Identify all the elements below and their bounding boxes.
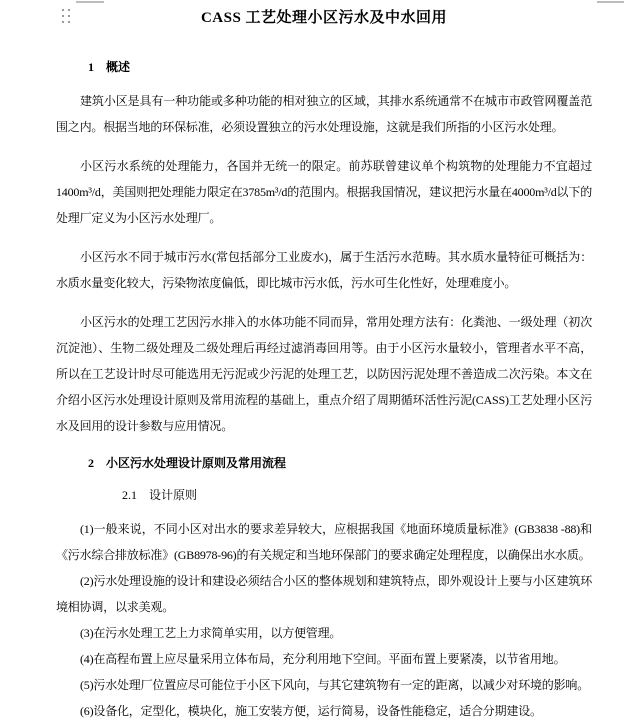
design-principle-item-1: (1)一般来说，不同小区对出水的要求差异较大，应根据我国《地面环境质量标准》(GB3838 -88)和《污水综合排放标准》(GB8978-96)的有关规定和当地环保部门的要求确定处理程度，以确保出水水质。 — [56, 522, 592, 562]
design-principle-item-6: (6)设备化，定型化，模块化，施工安装方便，运行简易，设备性能稳定，适合分期建设。 — [80, 704, 542, 718]
section-2-heading: 2 小区污水处理设计原则及常用流程 — [88, 456, 287, 470]
design-principle-item-3: (3)在污水处理工艺上力求简单实用，以方便管理。 — [80, 626, 342, 640]
section-1-paragraph-2: 小区污水系统的处理能力，各国并无统一的限定。前苏联曾建议单个构筑物的处理能力不宜超过1400m³/d，美国则把处理能力限定在3785m³/d的范围内。根据我国情况，建议把污水量在4000m³/d以下的处理厂定义为小区污水处理厂。 — [56, 159, 592, 225]
design-principle-item-2: (2)污水处理设施的设计和建设必须结合小区的整体规划和建筑特点，即外观设计上要与小区建筑环境相协调，以求美观。 — [56, 574, 592, 614]
subsection-2-1-heading: 2.1 设计原则 — [122, 488, 198, 502]
section-1-heading: 1 概述 — [88, 60, 131, 74]
design-principle-item-4: (4)在高程布置上应尽量采用立体布局，充分利用地下空间。平面布置上要紧凑，以节省用地。 — [80, 652, 566, 666]
section-1-paragraph-4: 小区污水的处理工艺因污水排入的水体功能不同而异，常用处理方法有：化粪池、一级处理（初次沉淀池）、生物二级处理及二级处理后再经过滤消毒回用等。由于小区污水量较小，管理者水平不高，所以在工艺设计时尽可能选用无污泥或少污泥的处理工艺，以防因污泥处理不善造成二次污染。本文在介绍小区污水处理设计原则及常用流程的基础上，重点介绍了周期循环活性污泥(CASS)工艺处理小区污水及回用的设计参数与应用情况。 — [56, 315, 592, 433]
document-content — [56, 0, 592, 724]
section-1-paragraph-1: 建筑小区是具有一种功能或多种功能的相对独立的区域，其排水系统通常不在城市市政管网覆盖范围之内。根据当地的环保标准，必须设置独立的污水处理设施，这就是我们所指的小区污水处理。 — [56, 94, 592, 134]
document-title: CASS 工艺处理小区污水及中水回用 — [200, 10, 448, 26]
top-edge-artifact-right — [597, 1, 624, 3]
section-1-paragraph-3: 小区污水不同于城市污水(常包括部分工业废水)，属于生活污水范畴。其水质水量特征可概括为：水质水量变化较大，污染物浓度偏低，即比城市污水低，污水可生化性好，处理难度小。 — [56, 250, 592, 290]
design-principle-item-5: (5)污水处理厂位置应尽可能位于小区下风向，与其它建筑物有一定的距离，以减少对环境的影响。 — [80, 678, 589, 692]
